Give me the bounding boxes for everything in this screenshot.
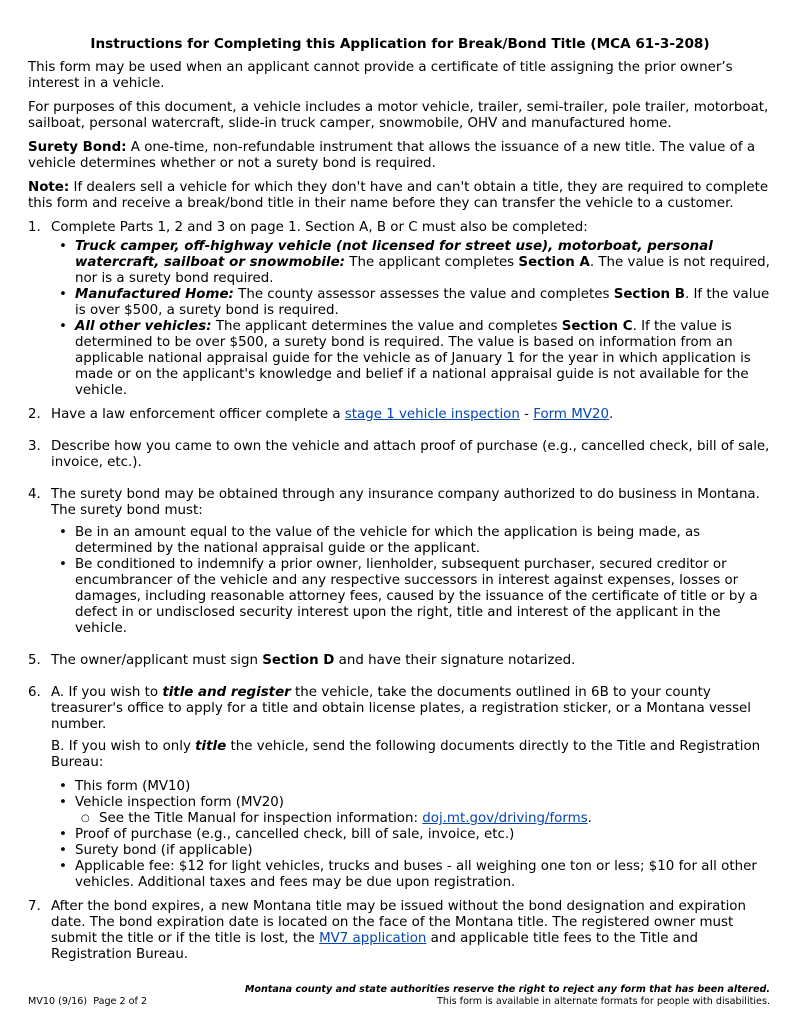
item-number: 4.: [28, 487, 41, 502]
section-a-label: Section A: [518, 255, 590, 270]
instruction-list: [28, 220, 772, 963]
note-text: If dealers sell a vehicle for which they don't have and can't obtain a title, they are required to complete this form and receive a break/bond title in their name before they can transfer the vehicle to a customer.: [28, 180, 769, 211]
item-text-end: and applicable title fees to the Title and Registration Bureau.: [51, 931, 698, 962]
form-mv20-link[interactable]: Form MV20: [533, 407, 609, 422]
item-text-end: and have their signature notarized.: [334, 653, 576, 668]
section-c-label: Section C: [561, 319, 633, 334]
documents-list: [51, 779, 772, 891]
instruction-item-5: [28, 653, 772, 669]
option-a-text-end: the vehicle, take the documents outlined in 6B to your county treasurer's office to apply for a title and obtain license plates, a registration sticker, or a Montana vessel number.: [51, 685, 752, 732]
section-a-text-end: . The value is not required, nor is a surety bond required.: [75, 255, 770, 286]
option-b-text: B. If you wish to only: [51, 739, 196, 754]
item-number: 2.: [28, 407, 41, 422]
document-item: • Proof of purchase (e.g., cancelled check, bill of sale, invoice, etc.): [75, 827, 772, 843]
surety-bond-label: Surety Bond:: [28, 140, 127, 155]
option-b-text-end: the vehicle, send the following documents directly to the Title and Registration Bureau:: [51, 739, 761, 770]
document-item-text: Vehicle inspection form (MV20): [75, 795, 285, 810]
section-b-text: The county assessor assesses the value and completes: [233, 287, 614, 302]
page-footer: [28, 984, 770, 1008]
item-text: The owner/applicant must sign: [51, 653, 263, 668]
intro-paragraph: This form may be used when an applicant cannot provide a certificate of title assigning the prior owner’s interest in a vehicle.: [28, 60, 733, 91]
surety-bond-requirements: [51, 525, 772, 637]
option-a-text: A. If you wish to: [51, 685, 163, 700]
document-item: • Surety bond (if applicable): [75, 843, 772, 859]
option-b-emphasis: title: [195, 739, 227, 754]
document-item: [75, 795, 772, 827]
page-title: Instructions for Completing this Application for Break/Bond Title (MCA 61-3-208): [90, 36, 710, 52]
instruction-item-1: [28, 220, 772, 399]
section-b-bullet: [75, 287, 772, 319]
section-d-label: Section D: [262, 653, 335, 668]
section-bullets: [51, 239, 772, 399]
altered-form-warning: Montana county and state authorities reserve the right to reject any form that has been altered.: [244, 984, 770, 995]
section-b-text-end: . If the value is over $500, a surety bond is required.: [75, 287, 770, 318]
section-c-text-end: . If the value is determined to be over $500, a surety bond is required. The value is based on information from an applicable national appraisal guide for the vehicle as of January 1 for the year in which application is made or on the applicant's knowledge and belief if a national appraisal guide is not available for the vehicle.: [75, 319, 751, 398]
surety-bond-paragraph: [28, 140, 772, 172]
section-c-bullet: [75, 319, 772, 399]
link-separator: -: [519, 407, 534, 422]
section-a-bullet: [75, 239, 772, 287]
item-number: 7.: [28, 899, 41, 914]
item-text: The surety bond may be obtained through any insurance company authorized to do business in Montana. The surety bond must:: [51, 487, 760, 518]
stage-1-inspection-link[interactable]: stage 1 vehicle inspection: [344, 407, 520, 422]
requirement-bullet: • Be conditioned to indemnify a prior owner, lienholder, subsequent purchaser, secured creditor or encumbrancer of the vehicle and any respective successors in interest against expenses, losses or damages, including reasonable attorney fees, caused by the issuance of the certificate of title or by a defect in or undisclosed security interest upon the right, title and interest of the applicant in the vehicle.: [75, 557, 772, 637]
sub-item-end: .: [587, 811, 592, 826]
item-text: Have a law enforcement officer complete a: [51, 407, 345, 422]
item-number: 5.: [28, 653, 41, 668]
section-b-vehicles: Manufactured Home:: [75, 287, 234, 302]
instruction-item-7: [28, 899, 772, 963]
option-a-paragraph: [51, 685, 772, 733]
section-a-vehicles: Truck camper, off-highway vehicle (not licensed for street use), motorboat, personal watercraft, sailboat or snowmobile:: [75, 239, 713, 270]
instruction-item-2: [28, 407, 772, 423]
section-a-text: The applicant completes: [345, 255, 519, 270]
document-item: • Applicable fee: $12 for light vehicles, trucks and buses - all weighing one ton or less; $10 for all other vehicles. Additional taxes and fees may be due upon registration.: [75, 859, 772, 891]
mv7-application-link[interactable]: MV7 application: [319, 931, 427, 946]
requirement-bullet: • Be in an amount equal to the value of the vehicle for which the application is being made, as determined by the national appraisal guide or the applicant.: [75, 525, 772, 557]
section-c-vehicles: All other vehicles:: [75, 319, 212, 334]
footer-row: [28, 996, 770, 1008]
note-label: Note:: [28, 180, 70, 195]
instructions-page: [28, 36, 772, 971]
item-number: 1.: [28, 220, 41, 235]
item-number: 6.: [28, 685, 41, 700]
sub-item: [99, 811, 772, 827]
surety-bond-text: A one-time, non-refundable instrument that allows the issuance of a new title. The value of a vehicle determines whether or not a surety bond is required.: [28, 140, 756, 171]
section-b-label: Section B: [613, 287, 685, 302]
instruction-item-6: [28, 685, 772, 891]
alternate-formats-note: This form is available in alternate formats for people with disabilities.: [437, 996, 770, 1007]
instruction-item-3: [28, 439, 772, 471]
form-id: MV10 (9/16) Page 2 of 2: [28, 996, 148, 1007]
documents-sublist: [75, 811, 772, 827]
section-c-text: The applicant determines the value and completes: [211, 319, 562, 334]
instruction-item-4: [28, 487, 772, 637]
item-text: Describe how you came to own the vehicle and attach proof of purchase (e.g., cancelled check, bill of sale, invoice, etc.).: [51, 439, 770, 470]
item-text: After the bond expires, a new Montana title may be issued without the bond designation and expiration date. The bond expiration date is located on the face of the Montana title. The registered owner must submit the title or if the title is lost, the: [51, 899, 746, 946]
document-item: • This form (MV10): [75, 779, 772, 795]
item-text-end: .: [608, 407, 614, 422]
item-text: Complete Parts 1, 2 and 3 on page 1. Section A, B or C must also be completed:: [51, 220, 588, 235]
item-number: 3.: [28, 439, 41, 454]
option-a-emphasis: title and register: [162, 685, 291, 700]
note-paragraph: [28, 180, 772, 212]
doj-forms-link[interactable]: doj.mt.gov/driving/forms: [422, 811, 588, 826]
option-b-paragraph: [51, 739, 772, 771]
vehicle-definition-paragraph: For purposes of this document, a vehicle includes a motor vehicle, trailer, semi-trailer, pole trailer, motorboat, sailboat, personal watercraft, slide-in truck camper, snowmobile, OHV and manufactured home.: [28, 100, 769, 131]
sub-item-text: See the Title Manual for inspection information:: [99, 811, 423, 826]
